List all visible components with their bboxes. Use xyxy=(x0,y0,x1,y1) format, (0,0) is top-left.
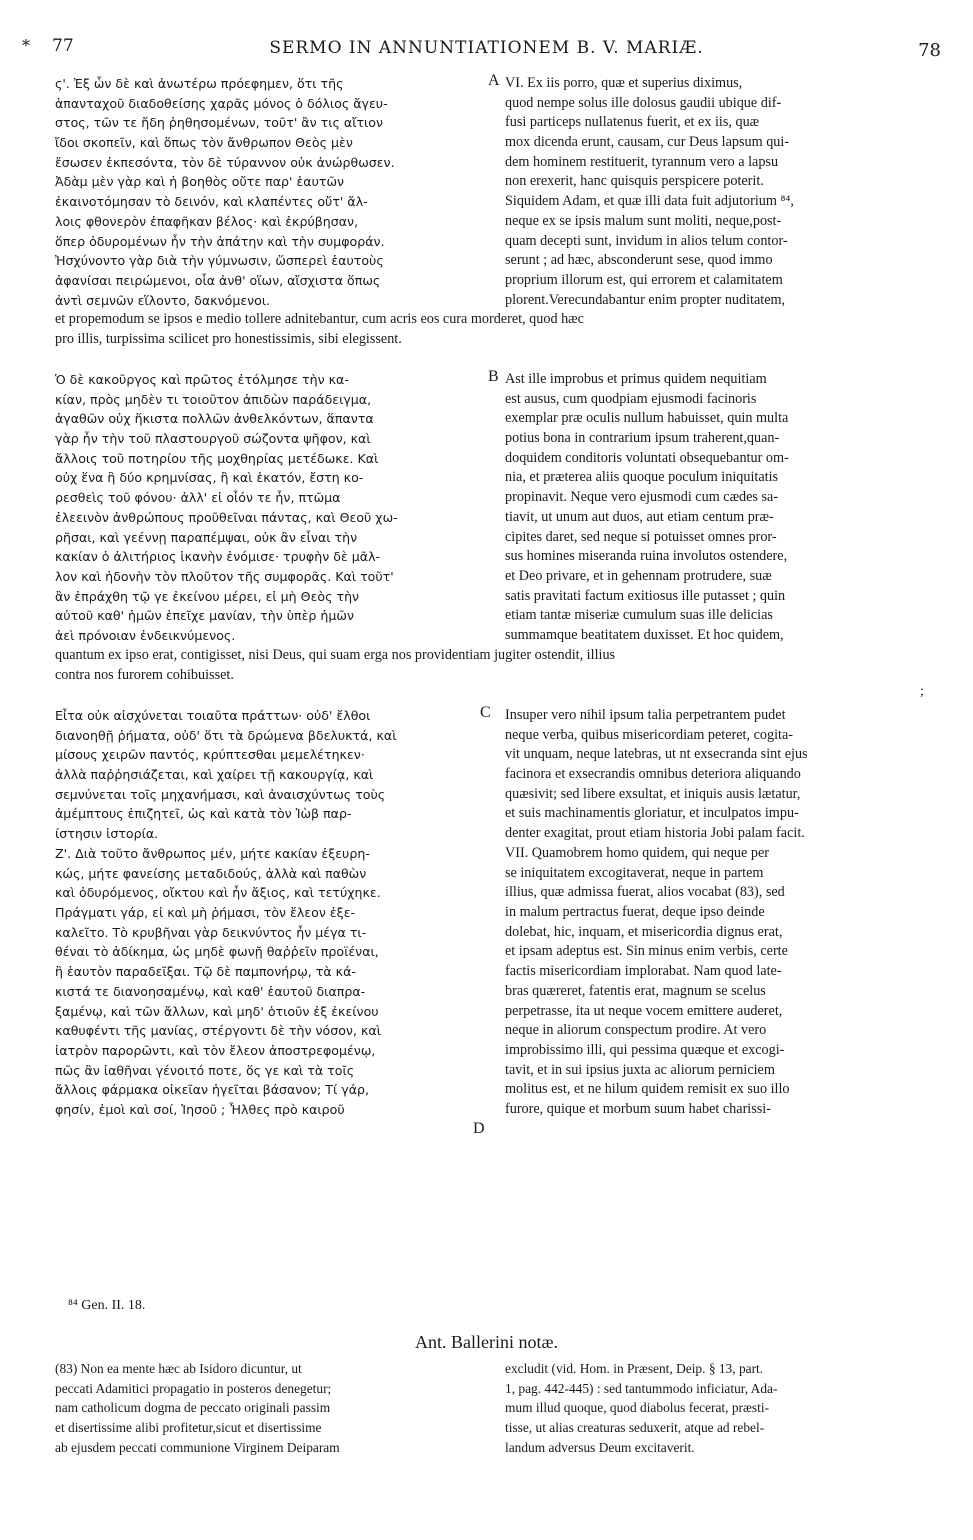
text-line: mox dicenda erunt, causam, cur Deus lapsum qui- xyxy=(505,134,790,151)
text-line: ξαμένῳ, καὶ τῶν ἄλλων, καὶ μηδ' ὁτιοῦν ἐξ ἐκείνου xyxy=(55,1003,379,1019)
text-line: ἰατρὸν παρορῶντι, καὶ τὸν ἔλεον ἀποστρεφομένῳ, xyxy=(55,1042,376,1058)
text-line: proprium illorum est, qui errorem et calamitatem xyxy=(505,271,783,288)
text-line: Ὁ δὲ κακοῦργος καὶ πρῶτος ἐτόλμησε τὴν κα- xyxy=(55,372,349,387)
text-line: in malum pertractus fuerat, deque ipso deinde xyxy=(505,904,765,921)
text-line: tavit, et in sui ipsius juxta ac aliorum perniciem xyxy=(505,1061,775,1078)
latin-column-s3 xyxy=(505,706,935,844)
text-line: vit unquam, neque latebras, ut nt exsecranda sint ejus xyxy=(505,746,808,763)
text-line: potius bona in contrarium ipsum traherent,quan- xyxy=(505,430,780,447)
text-line: ἐκαινοτόμησαν τὸ δεινόν, καὶ κλαπέντες οὔτ' ἄλ- xyxy=(55,194,368,210)
section-marker-a: A xyxy=(488,72,500,89)
text-line: cipites daret, sed neque si potuisset omnes pror- xyxy=(505,528,777,545)
text-line: Ζ'. Διὰ τοῦτο ἄνθρωπος μέν, μήτε κακίαν ἐξευρη- xyxy=(55,846,370,861)
text-line: οὐχ ἕνα ἢ δύο κρημνίσας, ἢ καὶ ἑκατόν, ἔστη κο- xyxy=(55,470,364,486)
text-line: nam catholicum dogma de peccato originali passim xyxy=(55,1400,331,1416)
footnote: ⁸⁴ Gen. II. 18. xyxy=(68,1298,146,1313)
full-width-text-s1 xyxy=(55,310,935,349)
text-line: μίσους χειρῶν παντός, κρύπτεσθαι μεμελέτηκεν· xyxy=(55,747,365,763)
text-line: contra nos furorem cohibuisset. xyxy=(55,666,234,683)
text-line: ἁπανταχοῦ διαδοθείσης χαρᾶς μόνος ὁ δόλιος ἄγευ- xyxy=(55,95,388,111)
text-line: ἀφανίσαι πειρώμενοι, οἷα ἀνθ' οἵων, αἴσχιστα ὅπως xyxy=(55,272,381,288)
text-line: summamque beatitatem duxisset. Et hoc quidem, xyxy=(505,626,784,643)
text-line: etiam tantæ miseriæ cumulum suas ille delicias xyxy=(505,607,773,624)
text-line: στος, τῶν τε ἤδη ῥηθησομένων, τοῦτ' ἂν τις αἴτιον xyxy=(55,115,384,131)
text-line: κώς, μήτε φανείσης μεταδιδούς, ἀλλὰ καὶ παθὼν xyxy=(55,865,367,881)
text-line: peccati Adamitici propagatio in posteros denegetur; xyxy=(55,1380,332,1396)
text-line: plorent.Verecundabantur enim propter nuditatem, xyxy=(505,291,786,308)
text-line: pro illis, turpissima scilicet pro honestissimis, sibi elegissent. xyxy=(55,330,402,347)
text-line: VII. Quamobrem homo quidem, qui neque per xyxy=(505,845,769,861)
text-line: et propemodum se ipsos e medio tollere adnitebantur, cum acris eos cura morderet, quod hæc xyxy=(55,311,584,327)
text-line: molitus est, et ne hilum quidem remisit ex suo illo xyxy=(505,1081,790,1098)
text-line: ἢ ἑαυτὸν παραδεῖξαι. Τῷ δὲ παμπονήρῳ, τὰ κά- xyxy=(55,964,356,980)
text-line: mum illud quoque, quod diabolus fecerat, præsti- xyxy=(505,1400,770,1416)
text-line: κακίαν ὁ ἀλιτήριος ἱκανὴν ἐνόμισε· τρυφὴν δὲ μᾶλ- xyxy=(55,549,381,565)
text-line: ἀγαθῶν οὐχ ἥκιστα πολλῶν ἀνθελκόντων, ἅπαντα xyxy=(55,411,374,427)
text-line: est ausus, cum quodpiam ejusmodi facinoris xyxy=(505,390,757,407)
text-line: κίαν, πρὸς μηδὲν τι τοιοῦτον ἀπιδὼν παράδειγμα, xyxy=(55,391,372,407)
text-line: quæsivit; sed libere exsultat, et iniquis ausis lætatur, xyxy=(505,785,801,802)
text-line: ἴδοι σκοπεῖν, καὶ ὅπως τὸν ἄνθρωπον Θεὸς μὲν xyxy=(55,135,353,151)
text-line: ἂν ἐπράχθη τῷ γε ἐκείνου μέρει, εἰ μὴ Θεὸς τὴν xyxy=(55,588,360,604)
text-line: bras quæreret, fatentis erat, magnum se scelus xyxy=(505,982,766,999)
text-line: καὶ ὀδυρόμενος, οἴκτου καὶ ἦν ἄξιος, καὶ τετύχηκε. xyxy=(55,885,381,901)
text-line: factis misericordiam implorabat. Nam quod late- xyxy=(505,963,782,980)
section-marker-c: C xyxy=(480,704,491,721)
notes-right-column xyxy=(505,1360,935,1458)
text-line: satis pravitati factum exitiosus ille putasset ; quin xyxy=(505,587,786,604)
text-line: tiavit, ut unum aut duos, aut etiam centum præ- xyxy=(505,508,774,525)
text-line: ἀντὶ σεμνῶν εἵλοντο, δακνόμενοι. xyxy=(55,292,271,308)
text-line: et Deo privare, et in gehennam protrudere, suæ xyxy=(505,567,772,584)
text-line: θέναι τὸ ἀδίκημα, ὡς μηδὲ φωνῇ θαῤῥεῖν προϊέναι, xyxy=(55,944,379,960)
text-line: et disertissime alibi profitetur,sicut et disertissime xyxy=(55,1420,322,1436)
greek-column-s1 xyxy=(55,74,495,310)
text-line: διανοηθῇ ῥήματα, οὐδ' ὅτι τὰ δρώμενα βδελυκτά, καὶ xyxy=(55,727,397,743)
text-line: 1, pag. 442-445) : sed tantummodo inficiatur, Ada- xyxy=(505,1380,778,1396)
text-line: furore, quique et morbum suum habet charissi- xyxy=(505,1100,771,1117)
text-line: ἀεὶ πρόνοιαν ἐνδεικνύμενος. xyxy=(55,627,236,643)
text-line: Εἶτα οὐκ αἰσχύνεται τοιαῦτα πράττων· οὐδ' ἔλθοι xyxy=(55,708,371,723)
greek-column-s4 xyxy=(55,844,495,1120)
text-line: perpetrasse, ita ut neque vocem emittere auderet, xyxy=(505,1002,783,1019)
text-line: denter exagitat, prout etiam historia Jobi palam facit. xyxy=(505,825,805,842)
text-line: landum adversus Deum excitaverit. xyxy=(505,1439,695,1455)
text-line: σεμνύνεται τοῖς μηχανήμασι, καὶ ἀναισχύντως τοὺς xyxy=(55,786,386,802)
text-line: excludit (vid. Hom. in Præsent, Deip. § 13, part. xyxy=(505,1361,764,1376)
text-line: καλεῖτο. Τὸ κρυβῆναι γὰρ δεικνύντος ἦν μέγα τι- xyxy=(55,924,367,940)
page-number-right: 78 xyxy=(918,40,941,61)
text-line: et suis machinamentis gloriatur, et inculpatos impu- xyxy=(505,805,799,822)
text-line: ρῆσαι, καὶ γεέννῃ παραπέμψαι, οὐκ ἂν εἶναι τὴν xyxy=(55,529,358,545)
text-line: serunt ; ad hæc, absconderunt sese, quod immo xyxy=(505,252,773,269)
text-line: ἀλλὰ παῤῥησιάζεται, καὶ χαίρει τῇ κακουργίᾳ, καὶ xyxy=(55,767,374,783)
text-line: ἀμέμπτους ἐπιζητεῖ, ὡς καὶ κατὰ τὸν Ἰὼβ παρ- xyxy=(55,806,352,822)
text-line: ab ejusdem peccati communione Virginem Deiparam xyxy=(55,1439,340,1455)
text-line: Insuper vero nihil ipsum talia perpetrantem pudet xyxy=(505,707,786,723)
text-line: ἔσωσεν ἐκπεσόντα, τὸν δὲ τύραννον οὐκ ἀνώρθωσεν. xyxy=(55,154,395,170)
text-line: αὐτοῦ καθ' ἡμῶν ἐπεῖχε μανίαν, τὴν ὑπὲρ ἡμῶν xyxy=(55,608,354,624)
page-header xyxy=(0,36,973,64)
corner-mark: * xyxy=(22,36,30,55)
latin-column-s4 xyxy=(505,844,935,1120)
text-line: ἐλεεινὸν ἀνθρώπους προῦθεῖναι πάντας, καὶ Θεοῦ χω- xyxy=(55,509,398,525)
full-width-text-s2 xyxy=(55,646,935,685)
text-line: exemplar præ oculis nullum habuisset, quin multa xyxy=(505,410,789,427)
greek-column-s2 xyxy=(55,370,495,646)
text-line: γὰρ ἦν τὴν τοῦ πλαστουργοῦ σώζοντα ψῆφον, καὶ xyxy=(55,431,371,447)
text-line: ίστησιν ἱστορία. xyxy=(55,826,159,842)
text-line: ὅπερ ὀδυρομένων ἦν τὴν ἀπάτην καὶ τὴν συμφοράν. xyxy=(55,233,385,249)
text-line: φησίν, ἐμοὶ καὶ σοί, Ἰησοῦ ; Ἦλθες πρὸ καιροῦ xyxy=(55,1101,345,1117)
section-marker-b: B xyxy=(488,368,499,385)
text-line: καθυφέντι τῆς μανίας, στέργοντι δὲ τὴν νόσον, καὶ xyxy=(55,1023,381,1039)
text-line: dem hominem restituerit, tyrannum vero a lapsu xyxy=(505,153,779,170)
text-line: facinora et exsecrandis omnibus deteriora aliquando xyxy=(505,766,801,783)
text-line: Ast ille improbus et primus quidem nequitiam xyxy=(505,371,767,387)
notes-left-column xyxy=(55,1360,485,1458)
text-line: neque in aliorum conspectum prodire. At vero xyxy=(505,1022,767,1039)
text-line: fusi particeps nullatenus fuerit, et ex iis, quæ xyxy=(505,114,760,131)
text-line: ἄλλοις τοῦ ποτηρίου τῆς μοχθηρίας μετέδωκε. Καὶ xyxy=(55,450,379,466)
section-marker-d: D xyxy=(473,1120,485,1137)
text-line: dolebat, hic, inquam, et misericordia dignus erat, xyxy=(505,923,783,940)
text-line: ς'. Ἐξ ὧν δὲ καὶ ἀνωτέρω πρόεφημεν, ὅτι τῆς xyxy=(55,76,344,91)
text-line: neque ex se ipsis malum sunt moliti, neque,post- xyxy=(505,212,782,229)
text-line: λοις φθονερὸν ἐπαφῆκαν βέλος· καὶ ἐκρύβησαν, xyxy=(55,213,359,229)
text-line: tisse, ut alias creaturas seduxerit, atque ad rebel- xyxy=(505,1420,765,1436)
text-line: πῶς ἂν ἰαθῆναι γένοιτό ποτε, ὅς γε καὶ τὰ τοῖς xyxy=(55,1062,355,1078)
text-line: Πράγματι γάρ, εἰ καὶ μὴ ῥήμασι, τὸν ἔλεον ἐξε- xyxy=(55,905,356,921)
text-line: se iniquitatem excogitaverat, neque in partem xyxy=(505,864,764,881)
greek-column-s3 xyxy=(55,706,495,844)
text-line: ρεσθεὶς τοῦ φόνου· ἀλλ' εἰ οἷόν τε ἦν, πτῶμα xyxy=(55,490,341,506)
text-line: sus homines miseranda ruina involutos ostendere, xyxy=(505,548,788,565)
text-line: λον καὶ ἡδονὴν τὸν πλοῦτον τῆς συμφορᾶς. Καὶ τοῦτ' xyxy=(55,568,394,584)
text-line: quantum ex ipso erat, contigisset, nisi Deus, qui suam erga nos providentiam jugiter ostendit, illius xyxy=(55,647,616,663)
text-line: et ipsam adeptus est. Sin minus enim verbis, certe xyxy=(505,943,788,960)
text-line: nia, et præterea aliis quoque poculum iniquitatis xyxy=(505,469,779,486)
text-line: neque verba, quibus misericordiam peteret, cogita- xyxy=(505,726,793,743)
latin-column-s2 xyxy=(505,370,935,646)
text-line: quam decepti sunt, invidum in alios telum contor- xyxy=(505,232,788,249)
notes-title: Ant. Ballerini notæ. xyxy=(415,1332,558,1352)
text-line: κιστά τε διανοησαμένῳ, καὶ καθ' ἑαυτοῦ διαπρα- xyxy=(55,983,366,999)
text-line: doquidem conditoris voluntati obsequebantur om- xyxy=(505,449,789,466)
text-line: Ἠσχύνοντο γὰρ διὰ τὴν γύμνωσιν, ὥσπερεὶ ἑαυτοὺς xyxy=(55,253,384,269)
text-line: propinavit. Neque vero ejusmodi cum cædes sa- xyxy=(505,489,779,506)
text-line: illius, quæ admissa fuerat, alios vocabat (83), sed xyxy=(505,884,785,901)
text-line: Ἀδὰμ μὲν γὰρ καὶ ἡ βοηθὸς οὔτε παρ' ἑαυτῶν xyxy=(55,174,345,190)
latin-column-s1 xyxy=(505,74,935,310)
stray-mark: ; xyxy=(920,684,924,699)
text-line: quod nempe solus ille dolosus gaudii ubique dif- xyxy=(505,94,782,111)
text-line: non erexerit, hanc quisquis perspicere poterit. xyxy=(505,173,764,190)
text-line: (83) Non ea mente hæc ab Isidoro dicuntur, ut xyxy=(55,1361,302,1376)
text-line: improbissimo illi, qui pessima quæque et excogi- xyxy=(505,1041,785,1058)
running-title: SERMO IN ANNUNTIATIONEM B. V. MARIÆ. xyxy=(269,38,704,58)
text-line: ἄλλοις φάρμακα οἰκεῖαν ἡγεῖται βάσανον; Τί γάρ, xyxy=(55,1082,370,1098)
page-number-left: 77 xyxy=(52,36,74,56)
text-line: Siquidem Adam, et quæ illi data fuit adjutorium ⁸⁴, xyxy=(505,193,794,210)
text-line: VI. Ex iis porro, quæ et superius diximus, xyxy=(505,75,743,91)
